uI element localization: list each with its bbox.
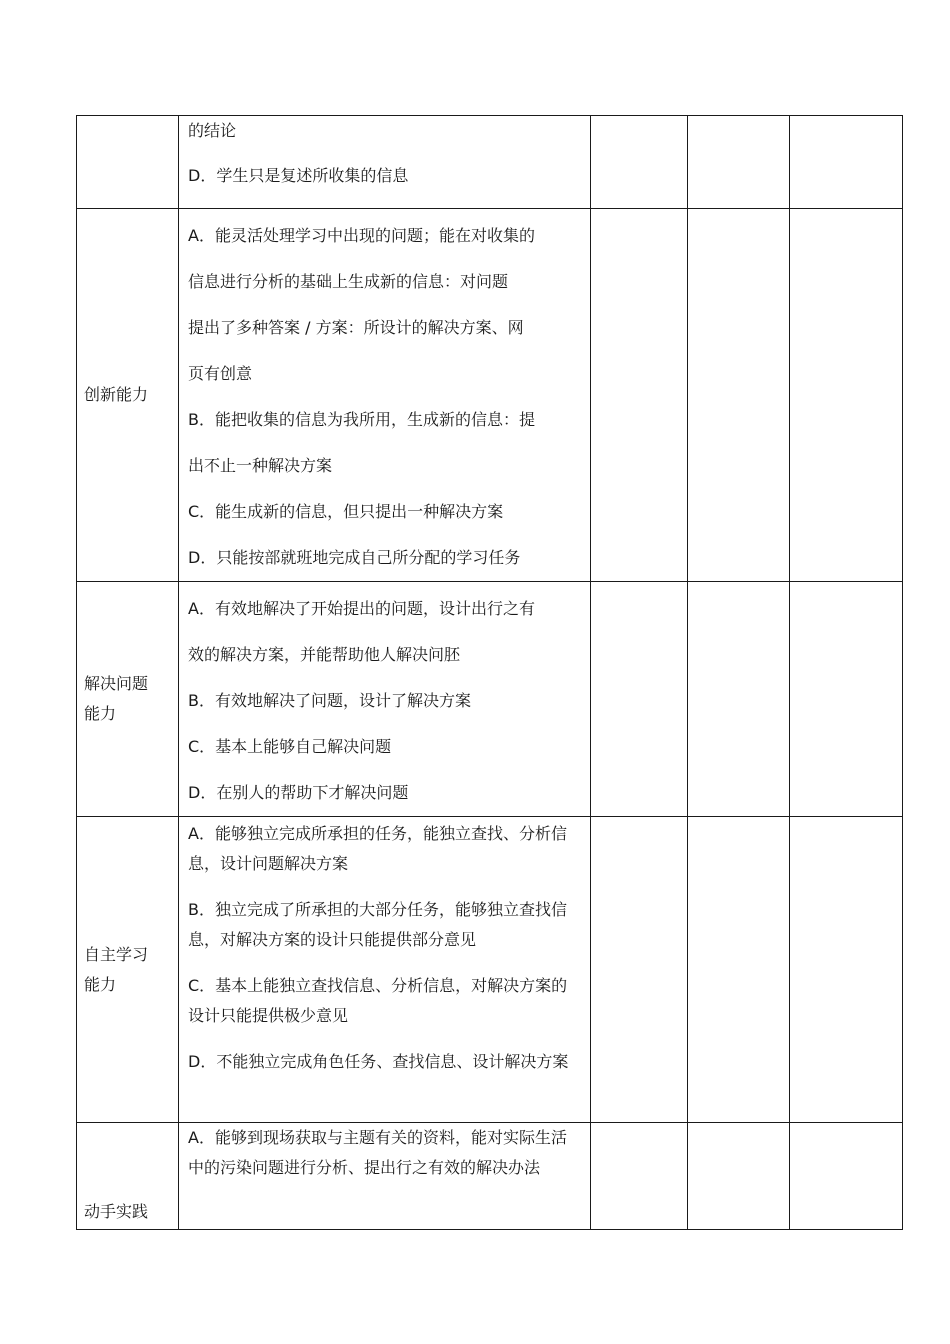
criteria-item: C．基本上能独立查找信息、分析信息，对解决方案的设计只能提供极少意见	[188, 976, 568, 1025]
category-cell	[77, 817, 179, 1123]
table-row	[77, 209, 903, 582]
criteria-cell	[179, 116, 591, 209]
score-cell	[688, 1123, 790, 1230]
category-cell: 动手实践	[77, 1123, 179, 1230]
criteria-line: 效的解决方案，并能帮助他人解决问胚	[188, 645, 461, 664]
criteria-cell	[179, 209, 591, 582]
criteria-item: A．能够独立完成所承担的任务，能独立查找、分析信息，设计问题解决方案	[188, 824, 567, 873]
table-row	[77, 817, 903, 1123]
criteria-cell	[179, 1123, 591, 1230]
criteria-line: C．能生成新的信息，但只提出一种解决方案	[188, 502, 504, 521]
score-cell	[790, 1123, 903, 1230]
criteria-line: 信息进行分析的基础上生成新的信息：对问题	[188, 272, 509, 291]
criteria-line: 提出了多种答案 / 方案：所设计的解决方案、网	[188, 318, 524, 337]
score-cell	[790, 582, 903, 817]
criteria-line: D．只能按部就班地完成自己所分配的学习任务	[188, 548, 521, 567]
score-cell	[591, 209, 688, 582]
criteria-line: B．有效地解决了问题，设计了解决方案	[188, 691, 471, 710]
criteria-cell	[179, 582, 591, 817]
table-row	[77, 582, 903, 817]
criteria-line: D．在别人的帮助下才解决问题	[188, 783, 409, 802]
criteria-cell	[179, 817, 591, 1123]
table-row	[77, 1123, 903, 1230]
criteria-line: 的结论	[188, 121, 237, 140]
score-cell	[688, 817, 790, 1123]
table-row	[77, 116, 903, 209]
score-cell	[688, 209, 790, 582]
criteria-line: 页有创意	[188, 364, 253, 383]
score-cell	[591, 817, 688, 1123]
criteria-line: B．能把收集的信息为我所用，生成新的信息：提	[188, 410, 535, 429]
category-label: 解决问题 能力	[84, 674, 149, 723]
criteria-line: D．学生只是复述所收集的信息	[188, 166, 409, 185]
score-cell	[688, 116, 790, 209]
category-cell: 创新能力	[77, 209, 179, 582]
score-cell	[790, 209, 903, 582]
score-cell	[688, 582, 790, 817]
category-cell	[77, 582, 179, 817]
criteria-item: B．独立完成了所承担的大部分任务，能够独立查找信息，对解决方案的设计只能提供部分意见	[188, 900, 567, 949]
score-cell	[591, 1123, 688, 1230]
score-cell	[790, 116, 903, 209]
category-cell	[77, 116, 179, 209]
criteria-line: A．有效地解决了开始提出的问题，设计出行之有	[188, 599, 535, 618]
criteria-line: 出不止一种解决方案	[188, 456, 333, 475]
criteria-line: C．基本上能够自己解决问题	[188, 737, 392, 756]
score-cell	[790, 817, 903, 1123]
criteria-line: A．能灵活处理学习中出现的问题；能在对收集的	[188, 226, 535, 245]
score-cell	[591, 582, 688, 817]
criteria-item: A．能够到现场获取与主题有关的资料，能对实际生活中的污染问题进行分析、提出行之有效的解决办法	[188, 1128, 567, 1177]
criteria-item: D．不能独立完成角色任务、查找信息、设计解决方案	[188, 1052, 569, 1071]
category-label: 自主学习 能力	[84, 944, 149, 994]
score-cell	[591, 116, 688, 209]
evaluation-rubric-table	[76, 115, 903, 1230]
